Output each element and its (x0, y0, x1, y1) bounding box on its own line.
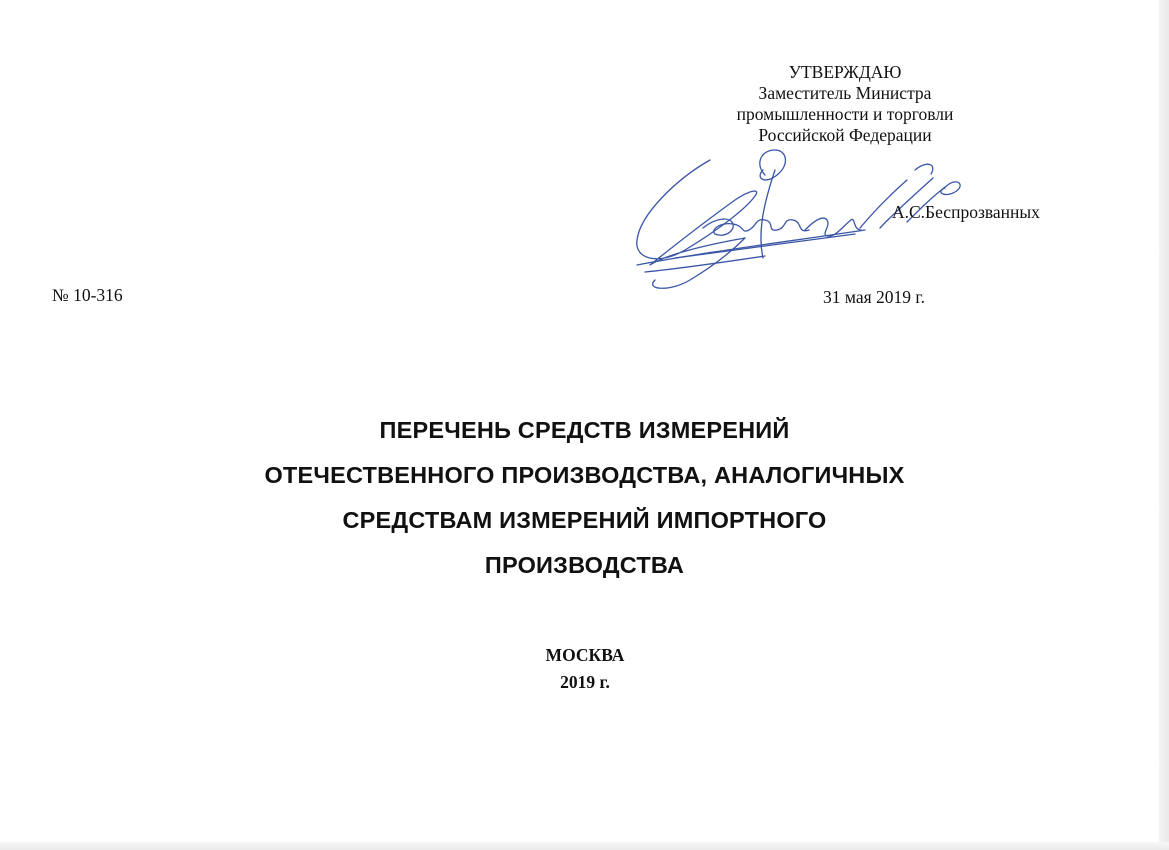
approval-position-line-3: Российской Федерации (758, 125, 932, 145)
scan-edge-bottom (0, 842, 1169, 850)
document-number: № 10-316 (52, 285, 123, 305)
document-date: 31 мая 2019 г. (823, 287, 925, 307)
year: 2019 г. (560, 672, 610, 692)
approval-position-line-1: Заместитель Министра (758, 83, 932, 103)
document-title (150, 408, 1019, 588)
title-line-3: СРЕДСТВАМ ИЗМЕРЕНИЙ ИМПОРТНОГО (342, 507, 827, 533)
scan-edge-right (1159, 0, 1169, 850)
city: МОСКВА (545, 645, 625, 665)
approval-position-line-2: промышленности и торговли (736, 104, 954, 124)
approval-heading: УТВЕРЖДАЮ (788, 62, 902, 82)
signer-name: А.С.Беспрозванных (892, 202, 1040, 222)
title-line-4: ПРОИЗВОДСТВА (484, 552, 685, 578)
title-line-2: ОТЕЧЕСТВЕННОГО ПРОИЗВОДСТВА, АНАЛОГИЧНЫХ (264, 462, 905, 488)
title-line-1: ПЕРЕЧЕНЬ СРЕДСТВ ИЗМЕРЕНИЙ (379, 417, 790, 443)
place-and-year (435, 642, 735, 696)
